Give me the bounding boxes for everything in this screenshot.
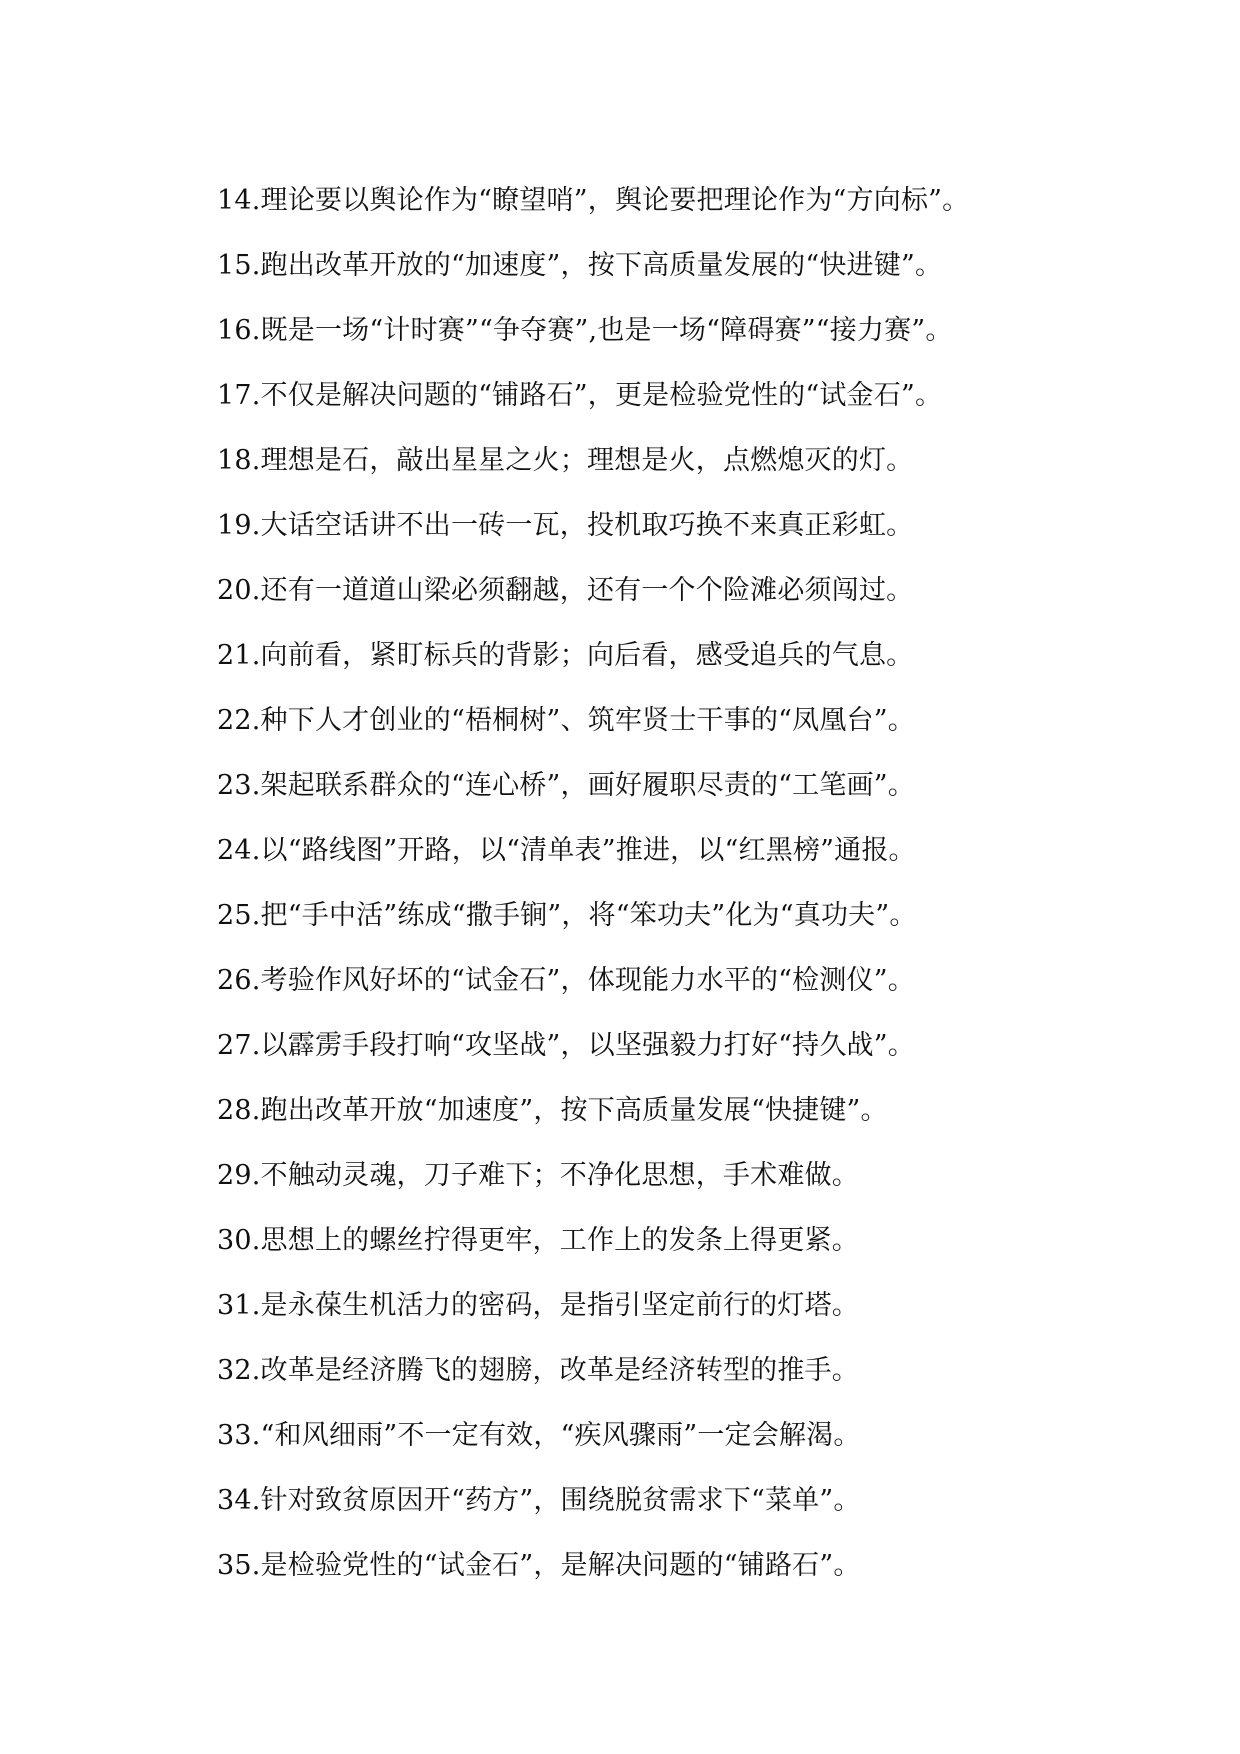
sentence-21: 21.向前看，紧盯标兵的背影；向后看，感受追兵的气息。 [217, 640, 914, 671]
sentence-19: 19.大话空话讲不出一砖一瓦，投机取巧换不来真正彩虹。 [217, 510, 914, 541]
sentence-33: 33.“和风细雨”不一定有效，“疾风骤雨”一定会解渴。 [217, 1420, 861, 1451]
sentence-35: 35.是检验党性的“试金石”，是解决问题的“铺路石”。 [217, 1550, 861, 1581]
sentence-26: 26.考验作风好坏的“试金石”，体现能力水平的“检测仪”。 [217, 965, 915, 996]
sentence-16: 16.既是一场“计时赛”“争夺赛”,也是一场“障碍赛”“接力赛”。 [217, 315, 953, 346]
sentence-20: 20.还有一道道山梁必须翻越，还有一个个险滩必须闯过。 [217, 575, 914, 606]
sentence-29: 29.不触动灵魂，刀子难下；不净化思想，手术难做。 [217, 1160, 859, 1191]
sentence-14: 14.理论要以舆论作为“瞭望哨”，舆论要把理论作为“方向标”。 [217, 185, 970, 216]
sentence-18: 18.理想是石，敲出星星之火；理想是火，点燃熄灭的灯。 [217, 445, 914, 476]
sentence-23: 23.架起联系群众的“连心桥”，画好履职尽责的“工笔画”。 [217, 770, 915, 801]
sentence-27: 27.以霹雳手段打响“攻坚战”，以坚强毅力打好“持久战”。 [217, 1030, 915, 1061]
sentence-34: 34.针对致贫原因开“药方”，围绕脱贫需求下“菜单”。 [217, 1485, 861, 1516]
sentence-22: 22.种下人才创业的“梧桐树”、筑牢贤士干事的“凤凰台”。 [217, 705, 915, 736]
sentence-32: 32.改革是经济腾飞的翅膀，改革是经济转型的推手。 [217, 1355, 859, 1386]
sentence-24: 24.以“路线图”开路，以“清单表”推进，以“红黑榜”通报。 [217, 835, 916, 866]
sentence-25: 25.把“手中活”练成“撒手锏”，将“笨功夫”化为“真功夫”。 [217, 900, 917, 931]
sentence-28: 28.跑出改革开放“加速度”，按下高质量发展“快捷键”。 [217, 1095, 888, 1126]
sentence-15: 15.跑出改革开放的“加速度”，按下高质量发展的“快进键”。 [217, 250, 943, 281]
sentence-list [217, 168, 1217, 1598]
sentence-17: 17.不仅是解决问题的“铺路石”，更是检验党性的“试金石”。 [217, 380, 943, 411]
sentence-31: 31.是永葆生机活力的密码，是指引坚定前行的灯塔。 [217, 1290, 859, 1321]
sentence-30: 30.思想上的螺丝拧得更牢，工作上的发条上得更紧。 [217, 1225, 859, 1256]
